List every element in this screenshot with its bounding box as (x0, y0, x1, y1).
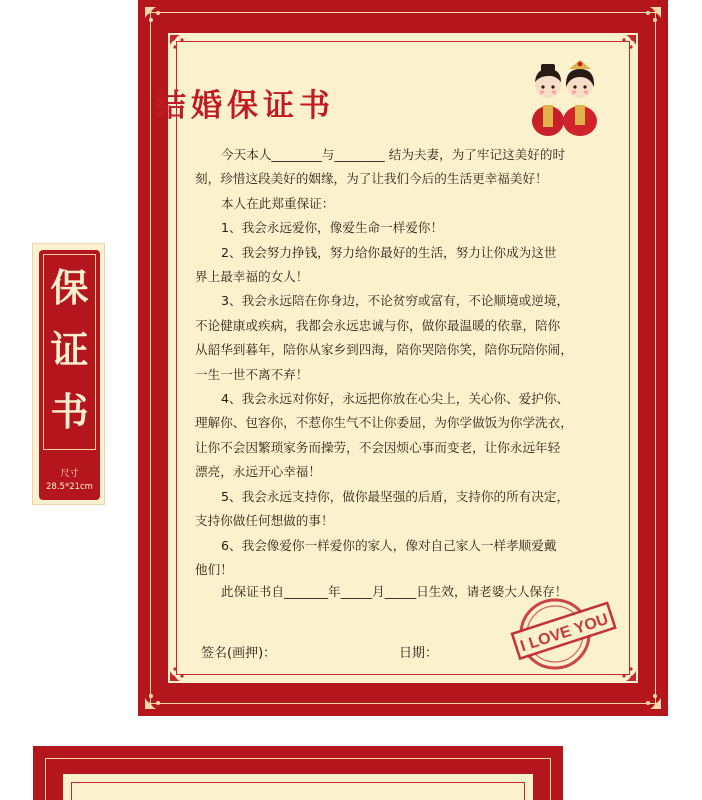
pledge-line: 今天本人________与________ 结为夫妻，为了牢记这美好的时 (221, 147, 566, 162)
pledge-line: 界上最幸福的女人！ (195, 269, 309, 285)
pledge-line: 6、我会像爱你一样爱你的家人，像对自己家人一样孝顺爱戴 (221, 537, 557, 553)
certificate-title: 结婚保证书 (155, 88, 335, 124)
stamp-text: I LOVE YOU (518, 610, 611, 656)
pledge-line: 他们！ (195, 561, 233, 577)
pledge-line: 4、我会永远对你好，永远把你放在心尖上，关心你、爱护你、 (221, 391, 570, 407)
pledge-line: 此保证书自_______年_____月_____日生效，请老婆大人保存！ (221, 584, 568, 599)
pledge-line: 不论健康或疾病，我都会永远忠诚与你，做你最温暖的依靠，陪你 (195, 317, 561, 333)
pledge-line: 理解你、包容你，不惹你生气不让你委屈，为你学做饭为你学洗衣， (195, 415, 573, 431)
certificate-paper (63, 774, 533, 800)
pledge-text (195, 143, 613, 582)
pledge-line: 本人在此郑重保证： (221, 195, 335, 211)
side-tag-panel (39, 250, 100, 500)
wedding-couple-icon (524, 55, 604, 137)
inner-red-border (71, 782, 525, 800)
pledge-line: 刻，珍惜这段美好的姻缘，为了让我们今后的生活更幸福美好！ (195, 171, 548, 187)
corner-ornament-icon (142, 686, 168, 712)
corner-ornament-icon (638, 4, 664, 30)
corner-ornament-icon (612, 33, 638, 59)
side-size-tag (32, 243, 105, 505)
corner-ornament-icon (142, 4, 168, 30)
corner-ornament-icon (168, 657, 194, 683)
side-tag-char: 保 (50, 265, 89, 310)
pledge-line: 一生一世不离不弃！ (195, 366, 309, 382)
date-label: 日期： (399, 646, 439, 661)
size-value: 28.5*21cm (46, 482, 93, 492)
side-tag-char: 书 (50, 389, 89, 434)
second-certificate-frame (33, 746, 563, 800)
love-stamp-icon (508, 596, 618, 672)
signature-label: 签名(画押)： (201, 646, 277, 661)
side-tag-char: 证 (50, 327, 89, 372)
pledge-line: 5、我会永远支持你，做你最坚强的后盾，支持你的所有决定， (221, 488, 570, 504)
pledge-line: 漂亮，永远开心幸福！ (195, 464, 321, 480)
pledge-line: 让你不会因繁琐家务而操劳，不会因烦心事而变老，让你永远年轻 (195, 439, 561, 455)
pledge-line: 3、我会永远陪在你身边，不论贫穷或富有，不论顺境或逆境， (221, 293, 570, 309)
pledge-line: 2、我会努力挣钱，努力给你最好的生活，努力让你成为这世 (221, 244, 557, 260)
pledge-line: 从韶华到暮年，陪你从家乡到四海，陪你哭陪你笑，陪你玩陪你闹， (195, 342, 573, 358)
size-label: 尺寸 (60, 469, 79, 479)
pledge-line: 1、我会永远爱你，像爱生命一样爱你！ (221, 220, 444, 236)
pledge-line: 支持你做任何想做的事！ (195, 513, 334, 529)
corner-ornament-icon (168, 33, 194, 59)
corner-ornament-icon (638, 686, 664, 712)
